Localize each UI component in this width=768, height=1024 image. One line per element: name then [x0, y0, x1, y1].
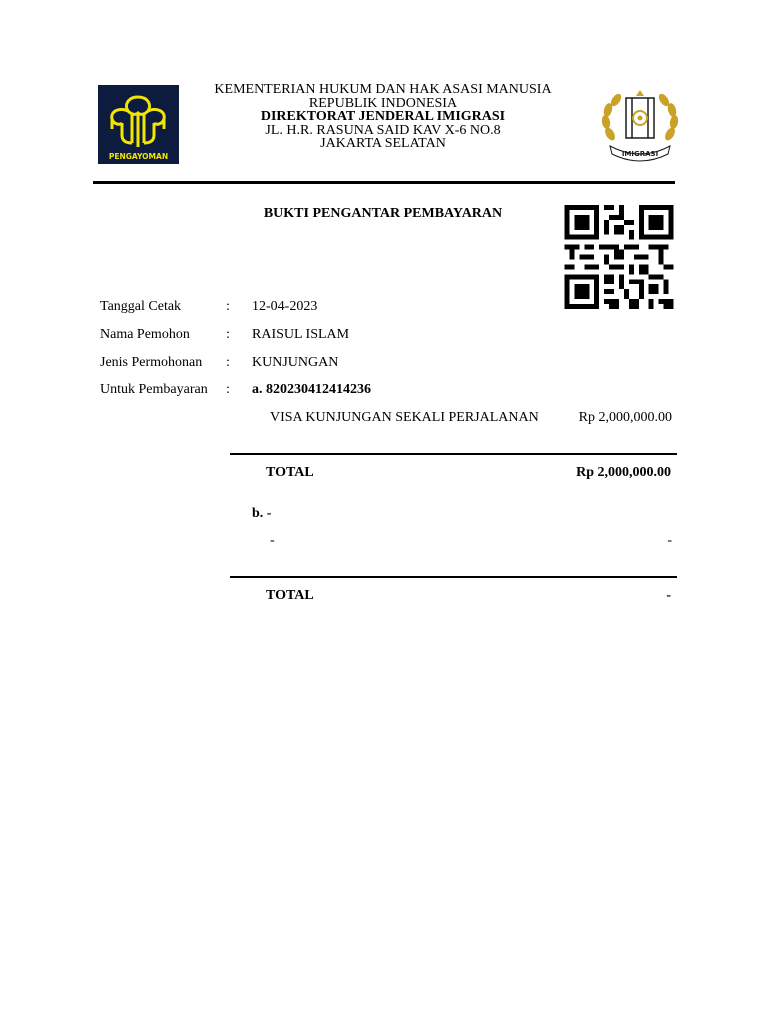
payment-for-label: Untuk Pembayaran: [100, 382, 208, 397]
pengayoman-logo: [98, 85, 179, 164]
applicant-value: RAISUL ISLAM: [252, 327, 350, 342]
payment-a-total-amount: Rp 2,000,000.00: [576, 465, 671, 480]
address-line: JL. H.R. RASUNA SAID KAV X-6 NO.8: [265, 122, 501, 138]
request-type-colon: :: [226, 355, 230, 370]
payment-b-divider: [230, 576, 677, 578]
payment-b-item-amount: -: [667, 533, 672, 548]
directorate-name: DIREKTORAT JENDERAL IMIGRASI: [260, 109, 506, 124]
institution-header: [180, 83, 586, 151]
payment-a-divider: [230, 453, 677, 455]
imigrasi-logo: [596, 84, 684, 164]
payment-b-total-amount: -: [666, 588, 671, 603]
print-date-colon: :: [226, 299, 230, 314]
payment-b-code: b. -: [252, 506, 272, 521]
logo-left-text: PENGAYOMAN: [108, 152, 169, 161]
payment-b-item-name: -: [270, 533, 275, 548]
document-title: BUKTI PENGANTAR PEMBAYARAN: [263, 206, 503, 221]
payment-a-total-label: TOTAL: [266, 465, 314, 480]
print-date-label: Tanggal Cetak: [100, 299, 182, 314]
payment-for-colon: :: [226, 382, 230, 397]
city-line: JAKARTA SELATAN: [320, 136, 446, 151]
print-date-value: 12-04-2023: [252, 299, 318, 314]
applicant-colon: :: [226, 327, 230, 342]
payment-a-item-amount: Rp 2,000,000.00: [578, 410, 672, 425]
header-divider: [93, 181, 675, 184]
payment-a-item-name: VISA KUNJUNGAN SEKALI PERJALANAN: [270, 410, 539, 425]
country-name: REPUBLIK INDONESIA: [308, 95, 458, 111]
logo-right-text: IMIGRASI: [621, 150, 659, 158]
payment-b-total-label: TOTAL: [266, 588, 314, 603]
payment-a-code: a. 820230412414236: [252, 382, 371, 397]
request-type-label: Jenis Permohonan: [100, 355, 203, 370]
applicant-label: Nama Pemohon: [100, 327, 190, 342]
qr-code: [564, 205, 674, 309]
ministry-name: KEMENTERIAN HUKUM DAN HAK ASASI MANUSIA: [214, 82, 552, 97]
request-type-value: KUNJUNGAN: [252, 355, 339, 370]
